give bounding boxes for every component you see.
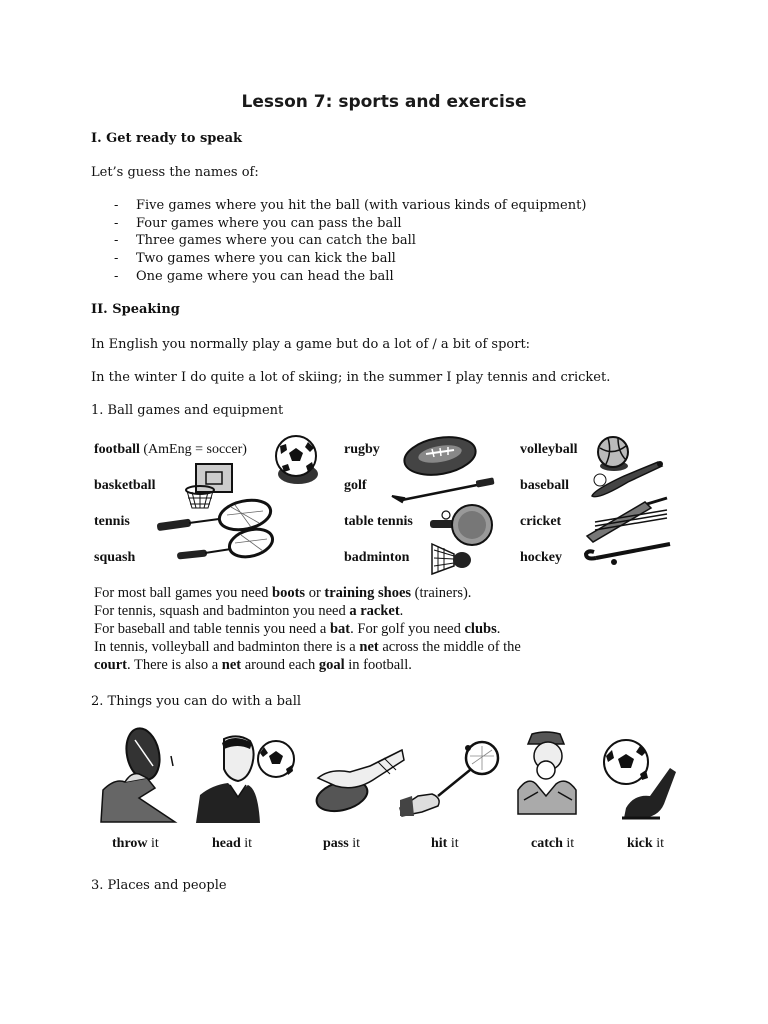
pass-illustration-icon: [310, 748, 406, 814]
squash-racket-icon: [175, 527, 275, 567]
action-label-catch: catch it: [531, 836, 575, 851]
action-label-kick: kick it: [627, 836, 664, 851]
action-label-head: head it: [212, 836, 253, 851]
sport-label-baseball: baseball: [520, 478, 570, 493]
sport-label-golf: golf: [344, 478, 367, 493]
sport-label-badminton: badminton: [344, 550, 410, 565]
paragraph: In English you normally play a game but do a lot of / a bit of sport:: [91, 337, 531, 352]
rugby-ball-icon: [400, 432, 480, 480]
intro-text: Let’s guess the names of:: [91, 165, 259, 180]
equipment-note-line: For tennis, squash and badminton you need a racket.: [94, 603, 404, 619]
equipment-note-line: For baseball and table tennis you need a bat. For golf you need clubs.: [94, 621, 501, 637]
football-icon: [272, 432, 322, 488]
throw-illustration-icon: [95, 726, 185, 826]
sport-label-table-tennis: table tennis: [344, 514, 413, 529]
paragraph: In the winter I do quite a lot of skiing; in the summer I play tennis and cricket.: [91, 370, 611, 385]
section-heading-get-ready: I. Get ready to speak: [91, 131, 243, 146]
equipment-note-line: court. There is also a net around each goal in football.: [94, 657, 412, 673]
shuttlecock-icon: [430, 540, 474, 578]
page-title: Lesson 7: sports and exercise: [241, 92, 527, 112]
action-label-throw: throw it: [112, 836, 159, 851]
kick-illustration-icon: [598, 738, 678, 824]
subheading-things-to-do: 2. Things you can do with a ball: [91, 694, 302, 709]
hockey-stick-icon: [582, 540, 674, 566]
catch-illustration-icon: [514, 730, 580, 822]
hit-illustration-icon: [398, 738, 502, 816]
subheading-places-people: 3. Places and people: [91, 878, 227, 893]
sport-label-football: football (AmEng = soccer): [94, 442, 247, 457]
equipment-note-line: In tennis, volleyball and badminton there is a net across the middle of the: [94, 639, 521, 655]
subheading-ball-games: 1. Ball games and equipment: [91, 403, 284, 418]
sport-label-basketball: basketball: [94, 478, 156, 493]
sport-label-cricket: cricket: [520, 514, 562, 529]
cricket-bat-icon: [585, 496, 671, 544]
action-label-pass: pass it: [323, 836, 360, 851]
sport-label-tennis: tennis: [94, 514, 130, 529]
sport-label-rugby: rugby: [344, 442, 380, 457]
sport-label-squash: squash: [94, 550, 136, 565]
equipment-note-line: For most ball games you need boots or training shoes (trainers).: [94, 585, 472, 601]
section-heading-speaking: II. Speaking: [91, 302, 180, 317]
sport-label-hockey: hockey: [520, 550, 562, 565]
action-label-hit: hit it: [431, 836, 459, 851]
sport-label-volleyball: volleyball: [520, 442, 578, 457]
head-illustration-icon: [194, 733, 300, 823]
